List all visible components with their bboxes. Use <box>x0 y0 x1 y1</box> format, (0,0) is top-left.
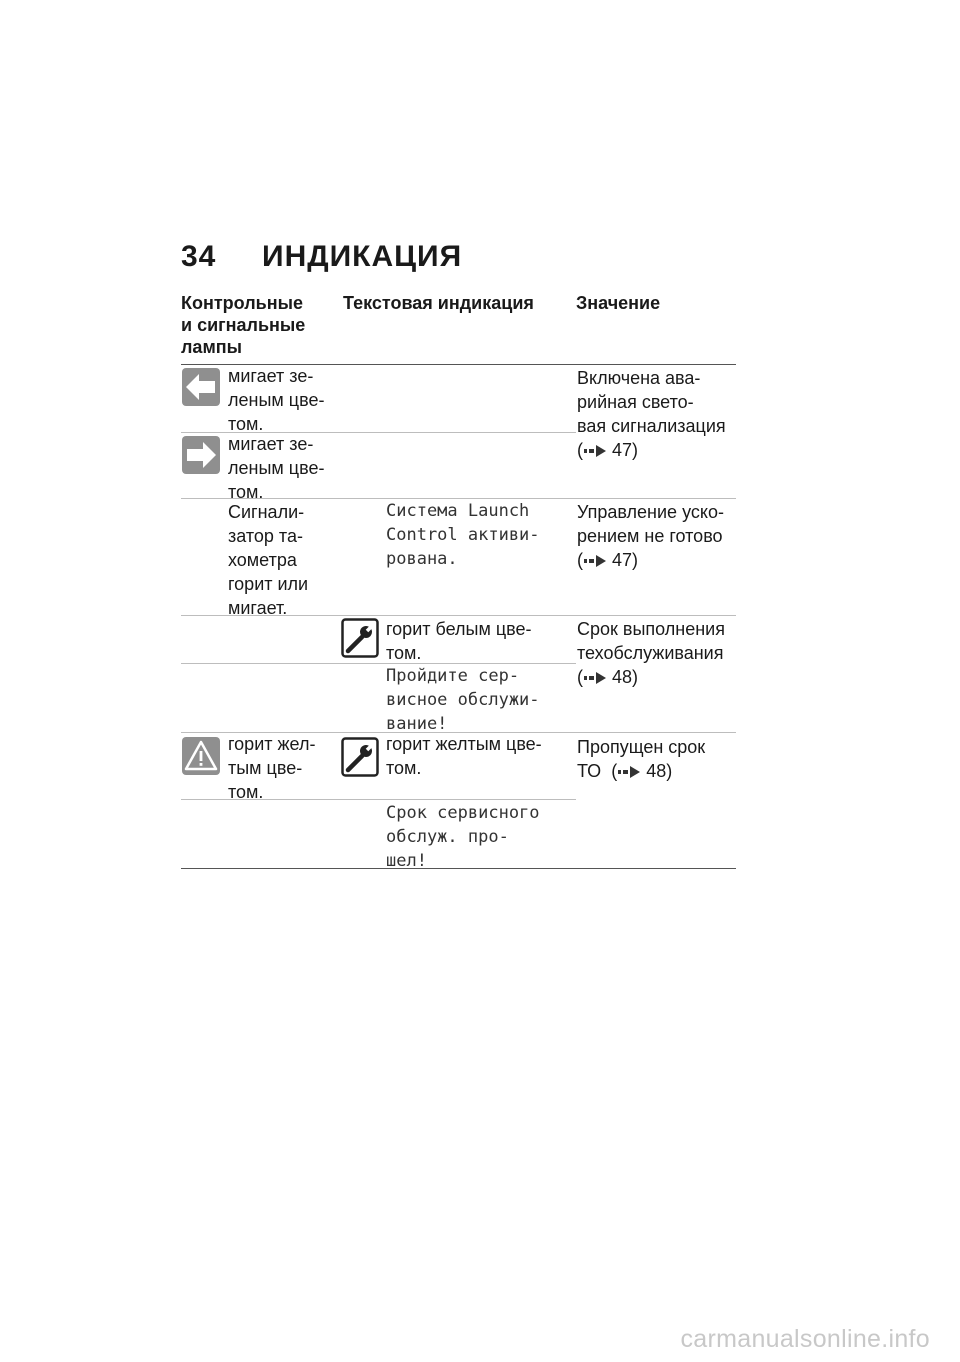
meaning-launch-control: Управление уско- рением не готово ( 47) <box>577 502 724 570</box>
meaning-service-due: Срок выполнения техобслуживания ( 48) <box>577 619 725 687</box>
arrow-right-icon <box>618 766 640 778</box>
display-message: Срок сервисного обслуж. про- шел! <box>386 803 540 871</box>
lamp-description: мигает зе- леным цве- том. <box>228 366 325 434</box>
display-message: горит белым цве- том. <box>386 619 532 663</box>
arrow-right-icon <box>584 445 606 457</box>
page-title: ИНДИКАЦИЯ <box>262 240 463 273</box>
page-number: 34 <box>181 240 217 273</box>
arrow-right-icon <box>584 555 606 567</box>
warning-triangle-icon <box>182 737 220 775</box>
display-message: Система Launch Control активи- рована. <box>386 501 540 569</box>
display-message: Пройдите сер- висное обслужи- вание! <box>386 666 540 734</box>
display-message: горит желтым цве- том. <box>386 734 542 778</box>
watermark: carmanualsonline.info <box>680 1325 930 1353</box>
wrench-icon <box>341 618 379 658</box>
column-header-lamps: Контрольные и сигнальные лампы <box>181 293 306 357</box>
lamp-description: горит жел- тым цве- том. <box>228 734 316 802</box>
wrench-icon <box>341 737 379 777</box>
meaning-hazard-lights: Включена ава- рийная свето- вая сигнализация ( 47) <box>577 368 726 460</box>
arrow-right-icon <box>584 672 606 684</box>
left-arrow-icon <box>182 368 220 406</box>
lamp-description: Сигнали- затор та- хометра горит или мигает. <box>228 502 309 618</box>
right-arrow-icon <box>182 436 220 474</box>
column-header-meaning: Значение <box>576 293 661 313</box>
meaning-service-overdue: Пропущен срок ТО ( 48) <box>577 737 706 781</box>
lamp-description: мигает зе- леным цве- том. <box>228 434 325 502</box>
column-header-text-display: Текстовая индикация <box>343 293 534 313</box>
